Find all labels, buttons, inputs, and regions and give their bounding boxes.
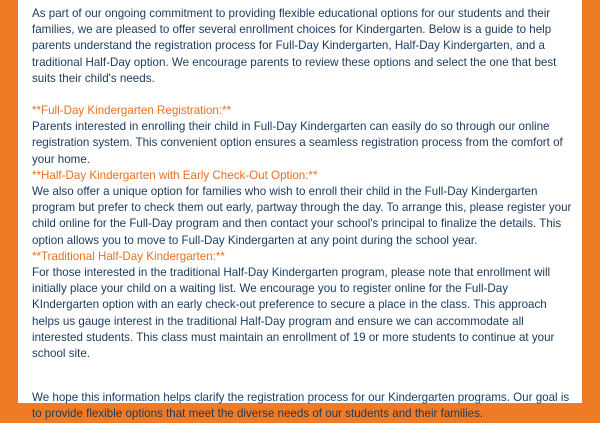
closing-paragraph: We hope this information helps clarify the registration process for our Kindergarten programs. Our goal is to provide flexible options that meet the diverse needs of our students and their families.	[32, 391, 570, 421]
section-heading-half-day-early-checkout: **Half-Day Kindergarten with Early Check-Out Option:**	[32, 168, 318, 182]
announcement-card	[18, 0, 582, 421]
intro-paragraph: As part of our ongoing commitment to providing flexible educational options for our students and their families, we are pleased to offer several enrollment choices for Kindergarten. Below is a guide to help parents understand the registration process for Full-Day Kindergarten, Half-Day Kindergarten, and a traditional Half-Day option. We encourage parents to review these options and select the one that best suits their child's needs.	[32, 7, 557, 85]
section-heading-traditional-half-day: **Traditional Half-Day Kindergarten:**	[32, 249, 225, 263]
section-body-full-day: Parents interested in enrolling their child in Full-Day Kindergarten can easily do so through our online registration system. This convenient option ensures a seamless registration process from the comfort of your home.	[32, 120, 563, 166]
section-body-traditional-half-day: For those interested in the traditional Half-Day Kindergarten program, please note that enrollment will initially place your child on a waiting list. We encourage you to register online for the Full-Day KIndergarten option with an early check-out preference to secure a place in the class. This approach helps us gauge interest in the traditional Half-Day program and ensure we can accommodate all interested students. This class must maintain an enrollment of 19 or more students to continue at your school site.	[32, 266, 555, 361]
spacer	[32, 362, 576, 390]
section-heading-full-day: **Full-Day Kindergarten Registration:**	[32, 104, 232, 118]
section-body-half-day-early-checkout: We also offer a unique option for families who wish to enroll their child in the Full-Day Kindergarten program but prefer to check them out early, partway through the day. To arrange this, please register your child online for the Full-Day program and then contact your school's principal to finalize the details. This option allows you to move to Full-Day Kindergarten at any point during the school year.	[32, 185, 572, 247]
announcement-content	[32, 6, 576, 423]
spacer	[32, 87, 576, 103]
